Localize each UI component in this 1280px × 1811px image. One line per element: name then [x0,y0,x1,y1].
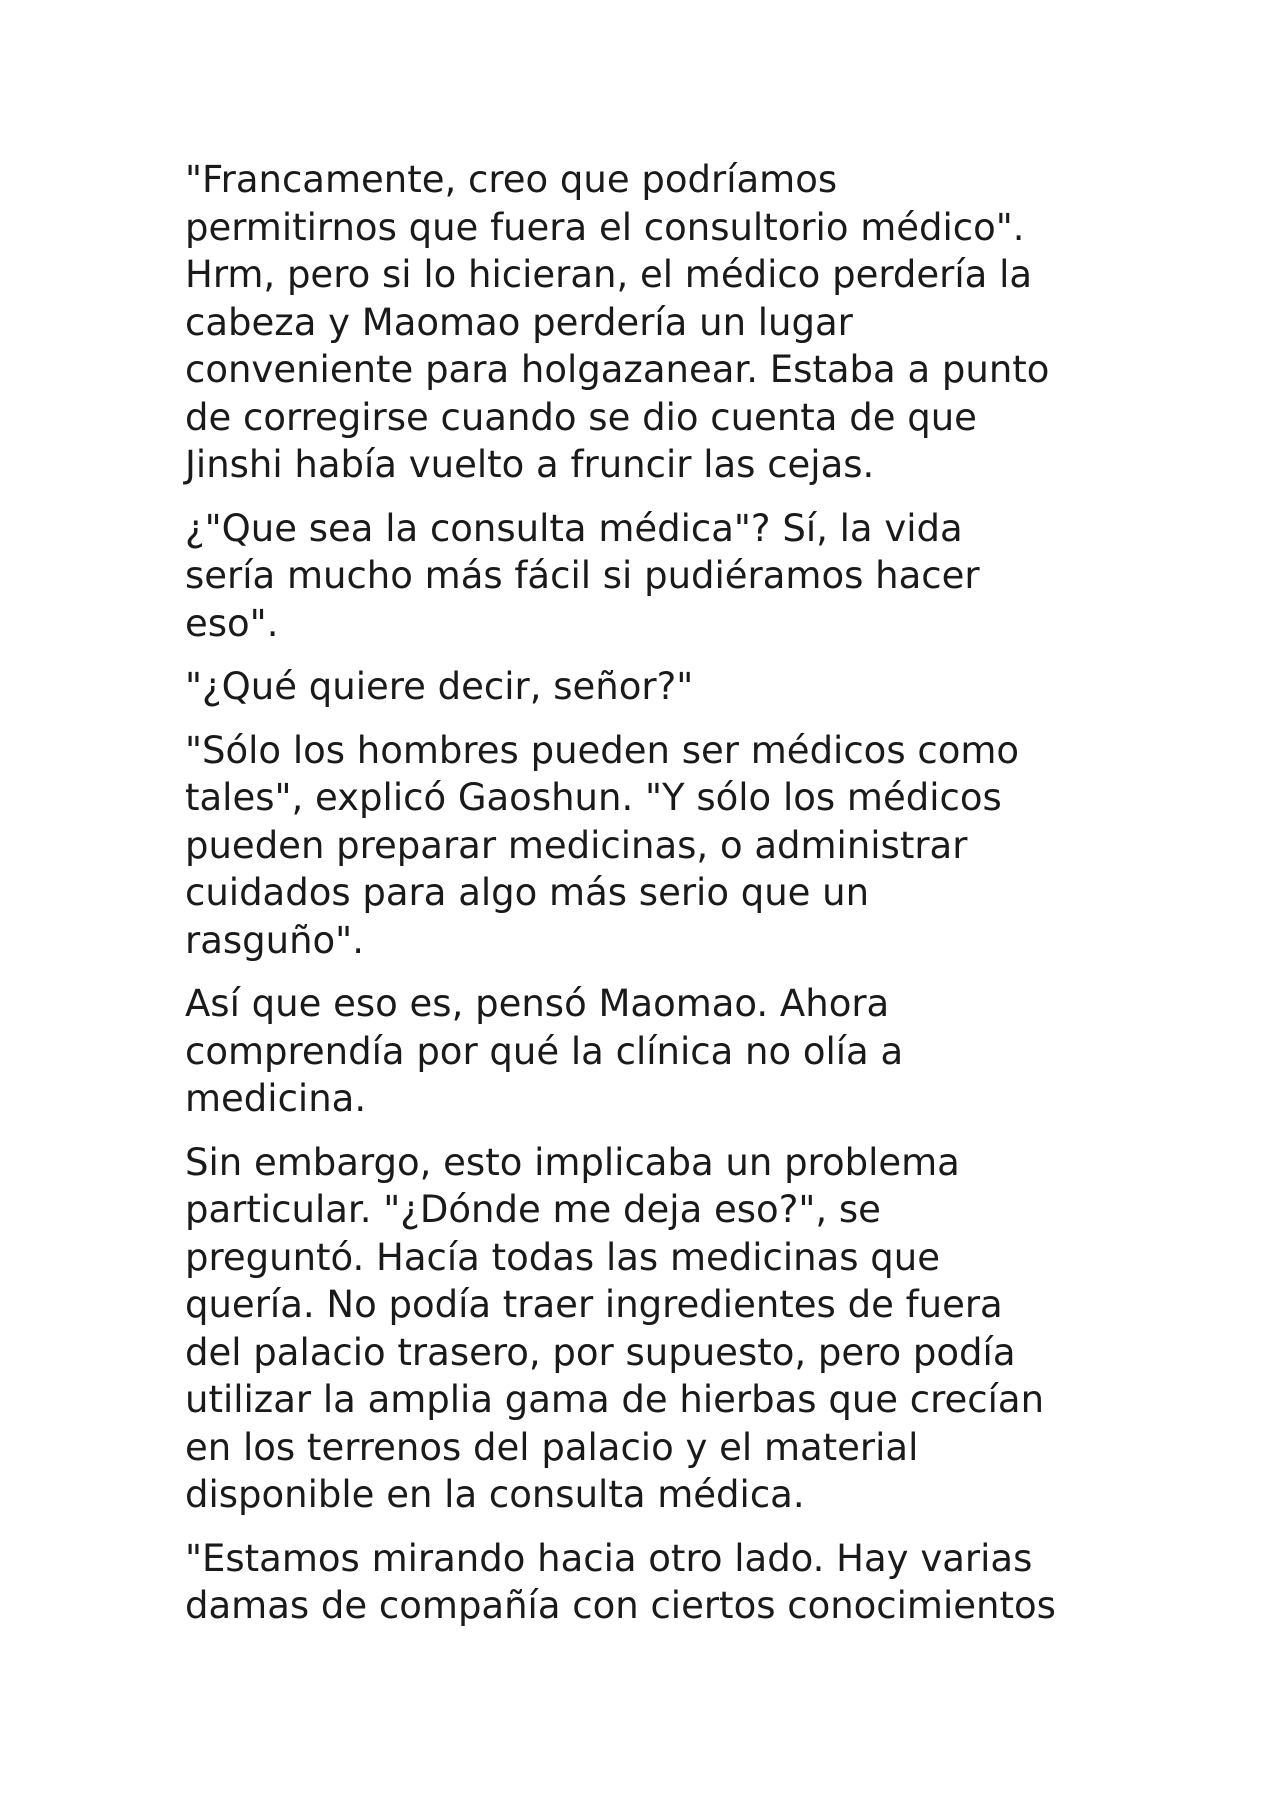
text-line: permitirnos que fuera el consultorio médico". [185,205,1025,249]
text-line: utilizar la amplia gama de hierbas que crecían [185,1378,1045,1421]
text-line: Sin embargo, esto implicaba un problema [185,1140,960,1184]
text-line: disponible en la consulta médica. [185,1473,805,1516]
text-line: del palacio trasero, por supuesto, pero podía [185,1330,1016,1374]
text-line: eso". [185,601,279,645]
text-line: de corregirse cuando se dio cuenta de que [185,395,977,439]
paragraph [185,663,1185,711]
text-line: pueden preparar medicinas, o administrar [185,823,968,867]
text-body [185,156,1185,1646]
paragraph [185,156,1185,489]
text-line: Hrm, pero si lo hicieran, el médico perdería la [185,253,1033,296]
text-line: "¿Qué quiere decir, señor?" [185,665,694,708]
text-line: medicina. [185,1077,367,1120]
text-line: particular. "¿Dónde me deja eso?", se [185,1188,881,1231]
text-line: Así que eso es, pensó Maomao. Ahora [185,982,890,1025]
text-line: en los terrenos del palacio y el material [185,1425,919,1469]
paragraph [185,1535,1185,1630]
text-line: preguntó. Hacía todas las medicinas que [185,1235,940,1279]
text-line: quería. No podía traer ingredientes de fuera [185,1283,1003,1326]
text-line: comprendía por qué la clínica no olía a [185,1029,904,1073]
text-line: "Estamos mirando hacia otro lado. Hay varias [185,1536,1033,1580]
text-line: cuidados para algo más serio que un [185,871,870,914]
text-line: rasguño". [185,918,364,962]
paragraph [185,727,1185,965]
text-line: conveniente para holgazanear. Estaba a punto [185,348,1050,391]
text-line: sería mucho más fácil si pudiéramos hacer [185,554,980,597]
text-line: Jinshi había vuelto a fruncir las cejas. [185,443,875,486]
text-line: damas de compañía con ciertos conocimientos [185,1584,1056,1627]
text-line: cabeza y Maomao perdería un lugar [185,300,853,344]
text-line: "Sólo los hombres pueden ser médicos como [185,728,1020,772]
text-line: "Francamente, creo que podríamos [185,158,838,201]
text-line: ¿"Que sea la consulta médica"? Sí, la vida [185,506,963,550]
paragraph [185,1139,1185,1519]
paragraph [185,980,1185,1123]
text-line: tales", explicó Gaoshun. "Y sólo los médicos [185,776,1002,819]
paragraph [185,505,1185,648]
